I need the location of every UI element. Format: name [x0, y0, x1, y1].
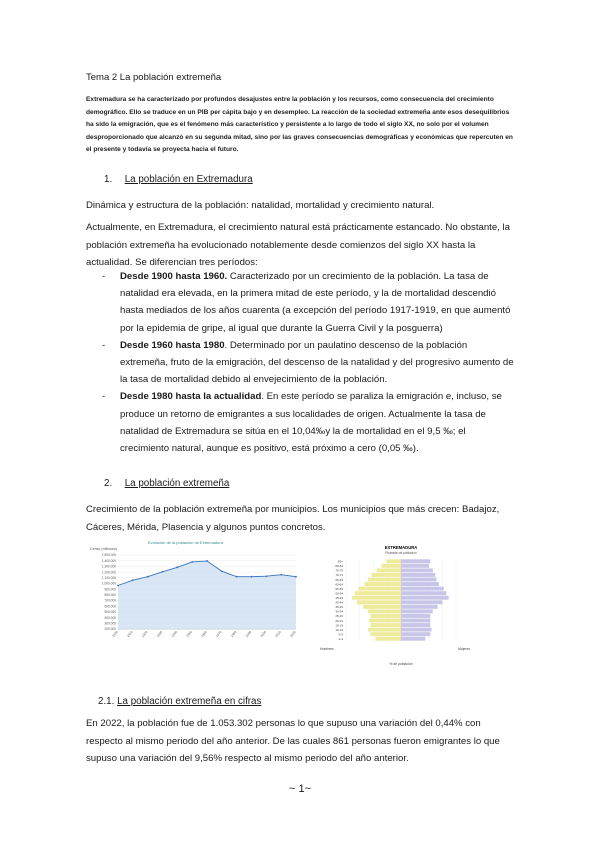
- bullet-dash: -: [102, 339, 106, 351]
- bar-mujeres: [401, 614, 430, 618]
- age-label: 15-19: [335, 623, 343, 628]
- x-tick-label: 2020: [289, 630, 297, 639]
- bar-hombres: [370, 614, 401, 618]
- y-tick-label: 400.000: [104, 615, 116, 620]
- bar-mujeres: [401, 573, 435, 577]
- period-text: Caracterizado por un crecimiento de la población. La tasa de natalidad era elevada, en la primera mitad de este período, y la de mortalidad descendió hasta mediados de los años cuarenta (a excepción del período 1917-1919, en que aumentó por la epidemia de gripe, al igual que durante la Guerra Civil y la posguerra): [120, 271, 511, 334]
- x-tick-label: 1950: [185, 630, 193, 639]
- age-label: 70-74: [335, 573, 343, 578]
- section-1-heading: [104, 174, 253, 185]
- bar-hombres: [363, 605, 401, 609]
- periods-list: [86, 268, 514, 457]
- section-2-paragraph: Crecimiento de la población extremeña por municipios. Los municipios que más crecen: Badajoz, Cáceres, Mérida, Plasencia y algunos puntos concretos.: [86, 504, 500, 533]
- document-title: Tema 2 La población extremeña: [86, 72, 222, 83]
- x-tick-label: 1910: [125, 630, 134, 639]
- age-label: 35-39: [335, 605, 343, 610]
- bar-hombres: [358, 587, 401, 591]
- bar-mujeres: [401, 632, 430, 636]
- bar-mujeres: [401, 564, 429, 568]
- intro-paragraph: Extremadura se ha caracterizado por profundos desajustes entre la población y los recursos, como consecuencia del crecimiento demográfico. Ello se traduce en un PIB per cápita bajo y en desempleo. La reacción de la sociedad extremeña ante esos desequilibrios ha sido la emigración, que es el fenómeno más característico y persistente a lo largo de todo el siglo XX, no solo por el volumen desproporcionado que alcanzó en su segunda mitad, sino por las graves consecuencias demográficas y económicas que repercuten en el presente y todavía se proyecta hacia el futuro.: [86, 96, 513, 153]
- x-tick-label: 2010: [274, 630, 282, 639]
- bar-hombres: [355, 591, 401, 595]
- y-tick-label: 200.000: [104, 627, 116, 632]
- y-tick-label: 800.000: [104, 593, 116, 598]
- population-evolution-chart: [88, 537, 302, 663]
- list-item: [86, 337, 514, 389]
- bar-mujeres: [401, 609, 433, 613]
- x-tick-label: 1940: [170, 630, 179, 639]
- section-1-title: La población en Extremadura: [124, 174, 253, 185]
- data-point: [295, 576, 297, 578]
- bar-mujeres: [401, 591, 446, 595]
- bar-hombres: [368, 628, 401, 632]
- chart-ylabel: Censo (millones): [90, 547, 117, 551]
- age-label: 20-24: [335, 618, 343, 623]
- data-point: [162, 571, 164, 573]
- data-point: [221, 570, 223, 572]
- bar-mujeres: [401, 619, 430, 623]
- bar-mujeres: [401, 623, 430, 627]
- bar-hombres: [368, 609, 401, 613]
- data-point: [236, 576, 238, 578]
- section-1-paragraph-2: Actualmente, en Extremadura, el crecimiento natural está prácticamente estancado. No obstante, la población extremeña ha evolucionado notablemente desde comienzos del siglo XX hasta la actualidad. Se diferencian tres períodos:: [86, 222, 510, 268]
- x-tick-label: 1930: [155, 630, 164, 639]
- x-tick-label: 1990: [244, 630, 253, 639]
- age-label: 10-14: [335, 627, 343, 632]
- x-tick-label: 2000: [259, 630, 268, 639]
- age-label: 50-54: [335, 591, 343, 596]
- x-tick-label: 1980: [229, 630, 238, 639]
- y-tick-label: 1.300.000: [101, 564, 116, 569]
- x-tick-label: 1920: [140, 630, 149, 639]
- y-tick-label: 1.100.000: [101, 575, 116, 580]
- bar-mujeres: [401, 578, 436, 582]
- bullet-dash: -: [102, 271, 106, 282]
- age-label: 30-34: [335, 609, 343, 614]
- bar-hombres: [377, 568, 401, 572]
- section-2-1-heading: [98, 696, 261, 707]
- period-text: . Determinado por un paulatino descenso de la población extremeña, fruto de la emigración, del descenso de la natalidad y del progresivo aumento de la tasa de mortalidad debido al envejecimiento de la población.: [120, 339, 514, 386]
- y-tick-label: 300.000: [104, 621, 116, 626]
- list-item: [86, 268, 514, 337]
- chart-xlabel: % de población: [389, 662, 413, 666]
- bar-mujeres: [401, 568, 433, 572]
- age-label: 25-29: [335, 614, 343, 619]
- x-tick-label: 1960: [200, 630, 208, 639]
- section-2-1-paragraph: En 2022, la población fue de 1.053.302 personas lo que supuso una variación del 0,44% con respecto al mismo periodo del año anterior. De las cuales 861 personas fueron emigrantes lo que supuso una variación del 9,56% respecto al mismo periodo del año anterior.: [86, 718, 500, 764]
- y-tick-label: 500.000: [104, 610, 116, 615]
- bullet-dash: -: [102, 391, 106, 403]
- data-point: [191, 561, 193, 563]
- bar-mujeres: [401, 587, 444, 591]
- bar-hombres: [369, 619, 401, 623]
- age-label: 65-69: [335, 577, 343, 582]
- list-item: [86, 388, 514, 457]
- bar-mujeres: [401, 559, 430, 563]
- bar-hombres: [370, 623, 401, 627]
- y-tick-label: 1.000.000: [101, 581, 116, 586]
- section-1-paragraph-1: Dinámica y estructura de la población: natalidad, mortalidad y crecimiento natural.: [86, 200, 435, 211]
- data-point: [265, 575, 267, 577]
- age-label: 40-44: [335, 600, 343, 605]
- age-label: 80-84: [335, 564, 343, 569]
- bar-hombres: [386, 559, 401, 563]
- data-point: [176, 566, 178, 568]
- y-tick-label: 1.500.000: [101, 553, 116, 558]
- age-label: 45-49: [335, 596, 343, 600]
- legend-hombres: Hombres: [320, 647, 334, 651]
- age-label: 60-64: [335, 582, 343, 587]
- data-point: [251, 576, 253, 578]
- bar-mujeres: [401, 582, 439, 586]
- x-tick-label: 1900: [111, 630, 119, 639]
- bar-hombres: [357, 600, 401, 604]
- population-pyramid-chart: [310, 541, 493, 669]
- y-tick-label: 900.000: [104, 587, 116, 592]
- chart-title: Evolución de la población de Extremadura: [148, 540, 223, 545]
- section-2-title: La población extremeña: [124, 478, 230, 489]
- bar-hombres: [364, 582, 401, 586]
- period-title: Desde 1900 hasta 1960.: [120, 271, 228, 282]
- section-2-number: 2.: [104, 478, 113, 489]
- chart-title: EXTREMADURA: [384, 545, 418, 550]
- data-point: [147, 576, 149, 578]
- y-tick-label: 700.000: [104, 598, 116, 603]
- bar-hombres: [375, 637, 401, 641]
- legend-mujeres: Mujeres: [458, 647, 471, 651]
- bar-hombres: [370, 632, 401, 636]
- age-label: 5-9: [338, 632, 343, 637]
- y-tick-label: 1.400.000: [101, 558, 116, 563]
- section-2-heading: [104, 478, 229, 489]
- age-label: 0-4: [338, 637, 343, 641]
- age-label: 75-79: [335, 568, 343, 573]
- age-label: 55-59: [335, 586, 343, 591]
- y-tick-label: 600.000: [104, 604, 116, 609]
- period-text: . En este período se paraliza la emigración e, incluso, se produce un retorno de emigrantes a sus localidades de origen. Actualmente la tasa de natalidad de Extremadura se sitúa en el 10,04‰y la de mortalidad en el 9,5 ‰; el crecimiento natural, aunque es positivo, está próximo a cero (0,05 ‰).: [120, 391, 502, 455]
- data-point: [206, 560, 208, 562]
- x-tick-label: 1970: [214, 630, 223, 639]
- section-2-1-title: La población extremeña en cifras: [117, 696, 262, 707]
- bar-mujeres: [401, 628, 432, 632]
- section-2-1-number: 2.1.: [98, 696, 115, 707]
- bar-mujeres: [401, 637, 425, 641]
- age-label: 85+: [337, 559, 343, 564]
- period-title: Desde 1960 hasta 1980: [120, 339, 225, 351]
- chart-subtitle: Pirámide de población: [385, 551, 417, 555]
- data-point: [132, 579, 134, 581]
- bar-hombres: [381, 564, 401, 568]
- data-point: [280, 574, 282, 576]
- bar-mujeres: [401, 605, 438, 609]
- period-title: Desde 1980 hasta la actualidad: [120, 391, 262, 403]
- bar-hombres: [352, 596, 401, 600]
- section-1-number: 1.: [104, 174, 113, 185]
- page-number: ~ 1~: [288, 783, 312, 795]
- bar-hombres: [368, 578, 401, 582]
- bar-mujeres: [401, 596, 449, 600]
- bar-hombres: [372, 573, 401, 577]
- y-tick-label: 1.200.000: [101, 570, 116, 575]
- data-point: [117, 585, 119, 587]
- bar-mujeres: [401, 600, 443, 604]
